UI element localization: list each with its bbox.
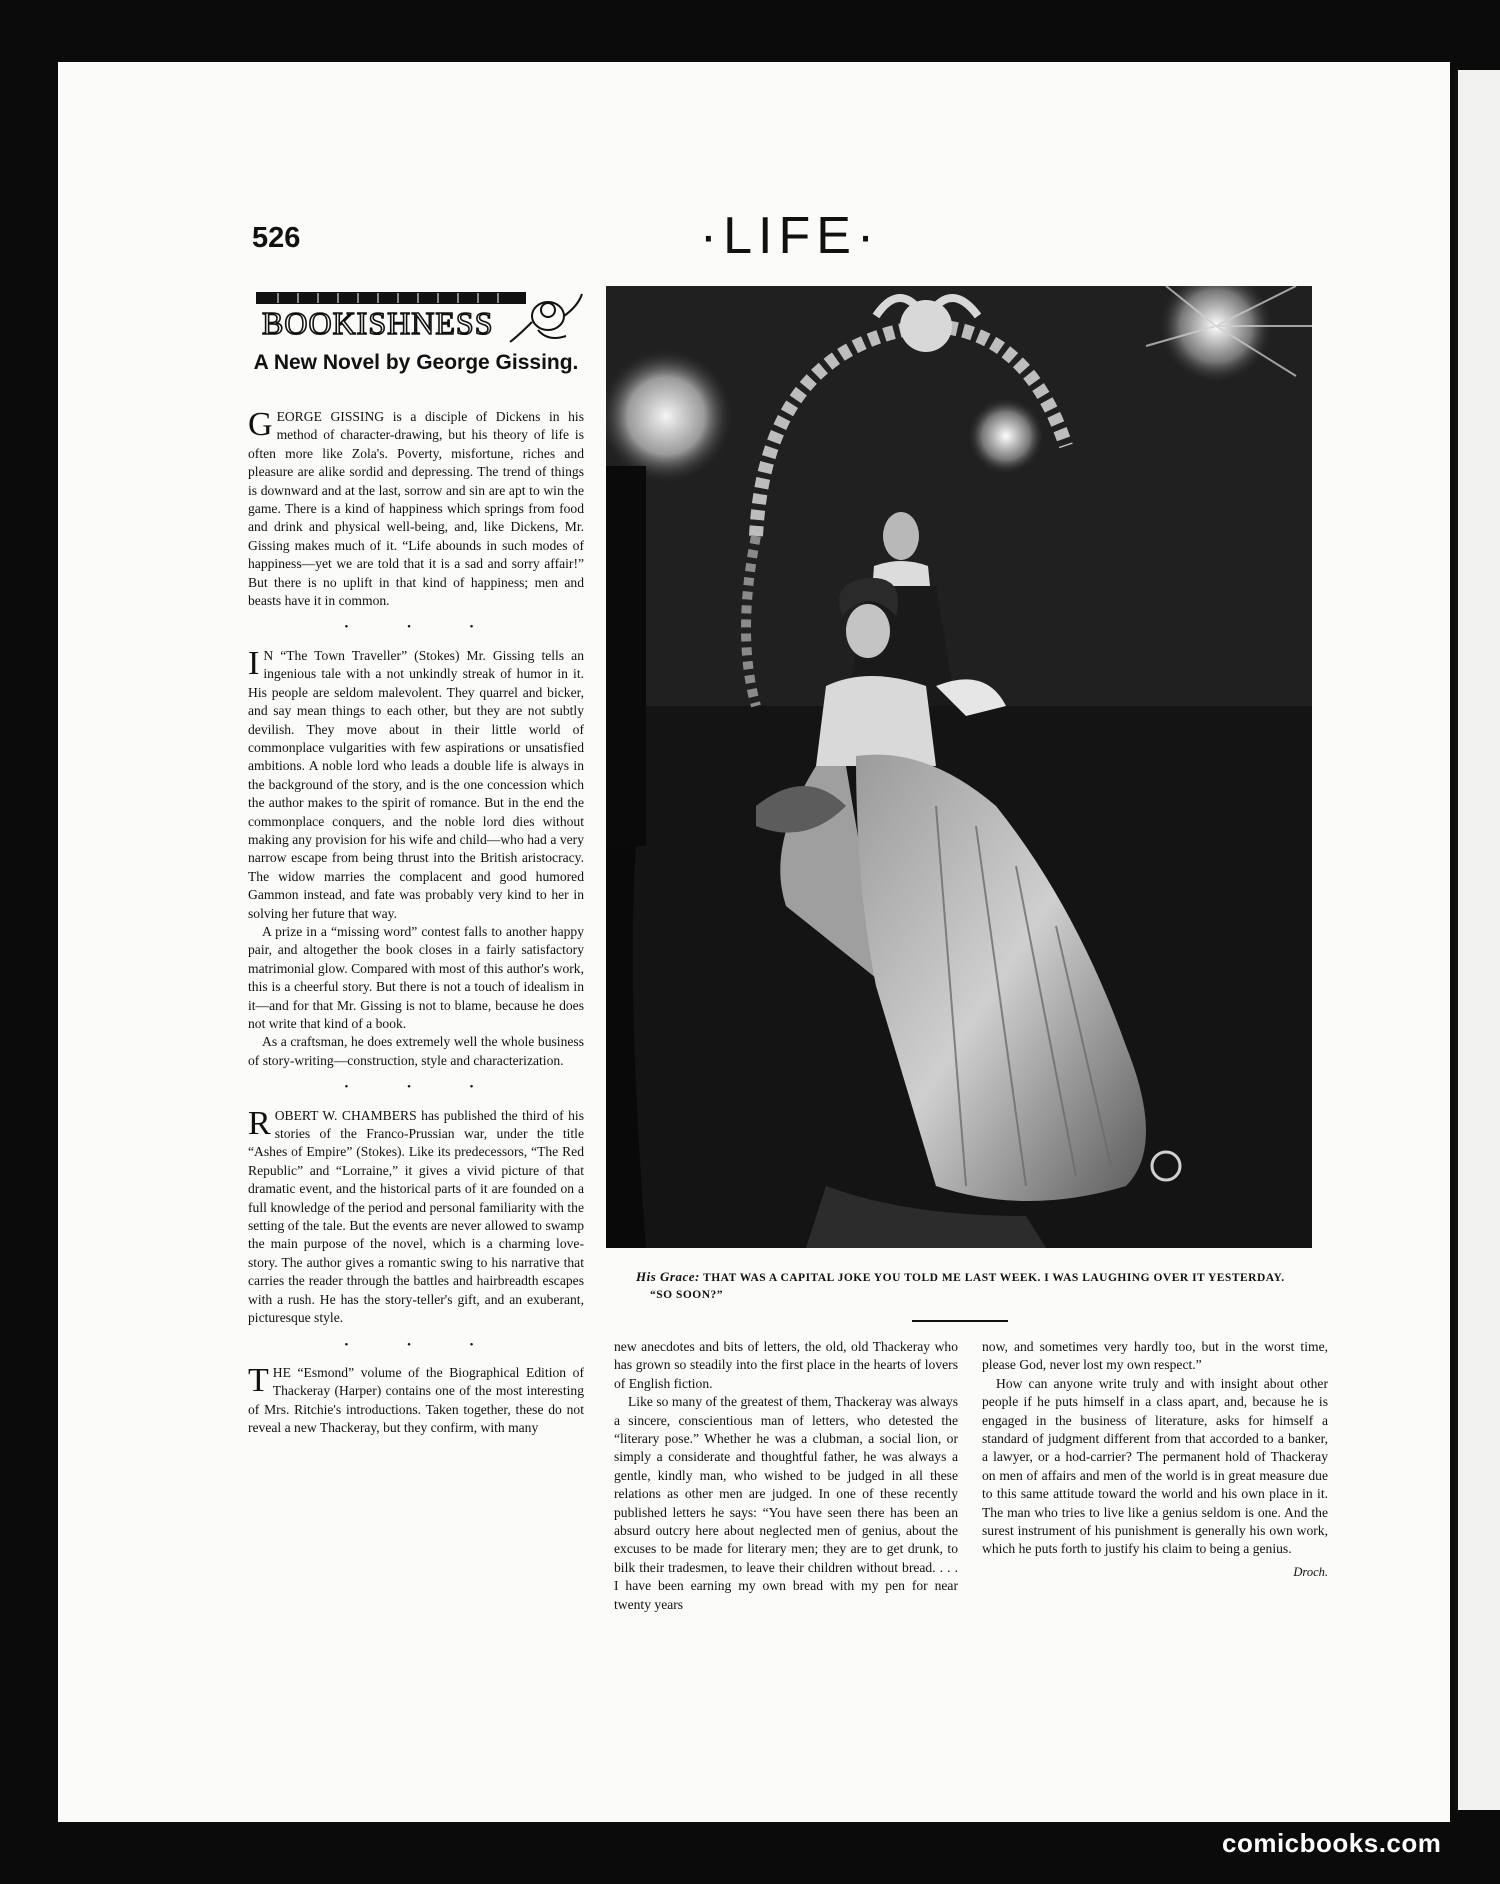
paragraph [248,408,584,610]
bookishness-logo [248,286,584,346]
paragraph-text: N “The Town Traveller” (Stokes) Mr. Gissing tells an ingenious tale with a not unkindly streak of humor in it. His people are seldom malevolent. They quarrel and bicker, and say mean things to each other, but they are not subtly devilish. They move about in their little world of commonplace vulgarities with few aspirations or unsatisfied ambitions. A noble lord who leads a double life is always in the background of the story, and is the one concession which the author makes to the spirit of romance. But in the end the commonplace conquers, and the noble lord dies without making any provision for his wife and child—who had a very narrow escape from being thrust into the British aristocracy. The widow marries the complacent and good humored Gammon instead, and fate was probably very kind to her in solving her future that way. [248,647,584,921]
caption-speaker: His Grace: [636,1269,700,1284]
paragraph [248,1104,584,1328]
watermark: comicbooks.com [1222,1828,1442,1858]
paragraph-text: new anecdotes and bits of letters, the old, old Thackeray who has grown so steadily into the first place in the hearts of lovers of English fiction. [614,1339,958,1391]
paragraph [248,1033,584,1070]
svg-text:BOOKISHNESS: BOOKISHNESS [262,305,494,341]
drop-cap: R [248,1104,271,1142]
section-separator: • • • [344,1338,502,1351]
caption-text: THAT WAS A CAPITAL JOKE YOU TOLD ME LAST WEEK. I WAS LAUGHING OVER IT YESTERDAY. [703,1272,1285,1284]
illustration-caption [636,1268,1316,1304]
gentleman-figure [883,512,919,560]
paragraph-text: How can anyone write truly and with insight about other people if he puts himself in a class apart, and, because he is engaged in the business of literature, asks for himself a standard of judgment different from that accorded to a banker, a lawyer, or a hod-carrier? The permanent hold of Thackeray on men of affairs and men of the world is in great measure due to this same attitude toward the world and his own place in it. The man who tries to live like a genius seldom is one. And the surest instrument of his punishment is generally his own work, which he puts forth to justify his claim to being a genius. [982,1375,1328,1557]
paragraph [982,1375,1328,1559]
author-signature: Droch. [1293,1564,1328,1579]
drop-cap: T [248,1361,269,1399]
caption-rule [912,1320,1008,1322]
paragraph-text: OBERT W. CHAMBERS has published the third of his stories of the Franco-Prussian war, under the title “Ashes of Empire” (Stokes). Like its predecessors, “The Red Republic” and “Lorraine,” it gives a vivid picture of that dramatic event, and the historical parts of it are founded on a full knowledge of the period and personal familiarity with the setting of the tale. But the events are never allowed to swamp the main purpose of the novel, which is a charming love-story. The author gives a romantic swing to his narrative that carries the reader through the battles and hairbreadth escapes with a rush. He has the story-teller's gift, and an exuberant, picturesque style. [248,1107,584,1326]
paragraph-text: Like so many of the greatest of them, Thackeray was always a sincere, conscientious man of letters, who detested the “literary pose.” Whether he was a clubman, a social lion, or simply a considerate and thoughtful father, he was always a gentle, kindly man, who wished to be judged in all these relations as other men are judged. In one of these recently published letters he says: “You have seen there has been an absurd outcry here about neglected men of genius, about the excuses to be made for literary men; they are to get drunk, to bilk their tradesmen, to leave their children without bread. . . . I have been earning my own bread with my pen for near twenty years [614,1394,958,1612]
paragraph-text: A prize in a “missing word” contest falls to another happy pair, and altogether the book closes in a fairly satisfactory matrimonial glow. Compared with most of this author's work, this is a cheerful story. But there is not a touch of idealism in it—and for that Mr. Gissing is not to blame, because he does not write that kind of a book. [248,923,584,1031]
illustration-ballroom-scene [606,286,1312,1248]
lady-figure [846,604,890,658]
section-separator: • • • [344,621,502,634]
paragraph [248,923,584,1033]
masthead-title: ·LIFE· [699,207,881,265]
paragraph-text: EORGE GISSING is a disciple of Dickens in his method of character-drawing, but his theory of life is often more like Zola's. Poverty, misfortune, riches and pleasure are alike sordid and depressing. The trend of things is downward and at the last, sorrow and sin are apt to win the game. There is a kind of happiness which springs from food and drink and physical well-being, and, like Dickens, Mr. Gissing makes much of it. “Life abounds in such modes of happiness—yet we are told that it is a sad and sorry affair!” But there is no uplift in that kind of happiness; men and beasts have it in common. [248,409,584,609]
paragraph [614,1393,958,1614]
article-column-3 [982,1338,1328,1581]
cherub-ornament [900,300,952,352]
article-title: A New Novel by George Gissing. [253,351,579,374]
paragraph-text: now, and sometimes very hardly too, but in the worst time, please God, never lost my own respect.” [982,1339,1328,1373]
paragraph [614,1338,958,1393]
article-column-1 [248,408,584,1438]
lamp-center [966,396,1046,476]
caption-line-2: “SO SOON?” [650,1289,724,1301]
caption-line-1 [636,1268,1316,1287]
paragraph [982,1338,1328,1375]
page-number: 526 [252,222,301,254]
section-separator: • • • [344,1081,502,1094]
drop-cap: I [248,644,260,682]
paragraph-text: HE “Esmond” volume of the Biographical Edition of Thackeray (Harper) contains one of the most interesting of Mrs. Ritchie's introductions. Taken together, these do not reveal a new Thackeray, but they confirm, with many [248,1364,584,1436]
paragraph [248,1361,584,1438]
drop-cap: G [248,406,273,443]
paragraph [248,644,584,923]
article-column-2 [614,1338,958,1614]
adjacent-page-edge [1455,70,1500,1810]
paragraph-text: As a craftsman, he does extremely well the whole business of story-writing—construction, style and characterization. [248,1034,584,1068]
